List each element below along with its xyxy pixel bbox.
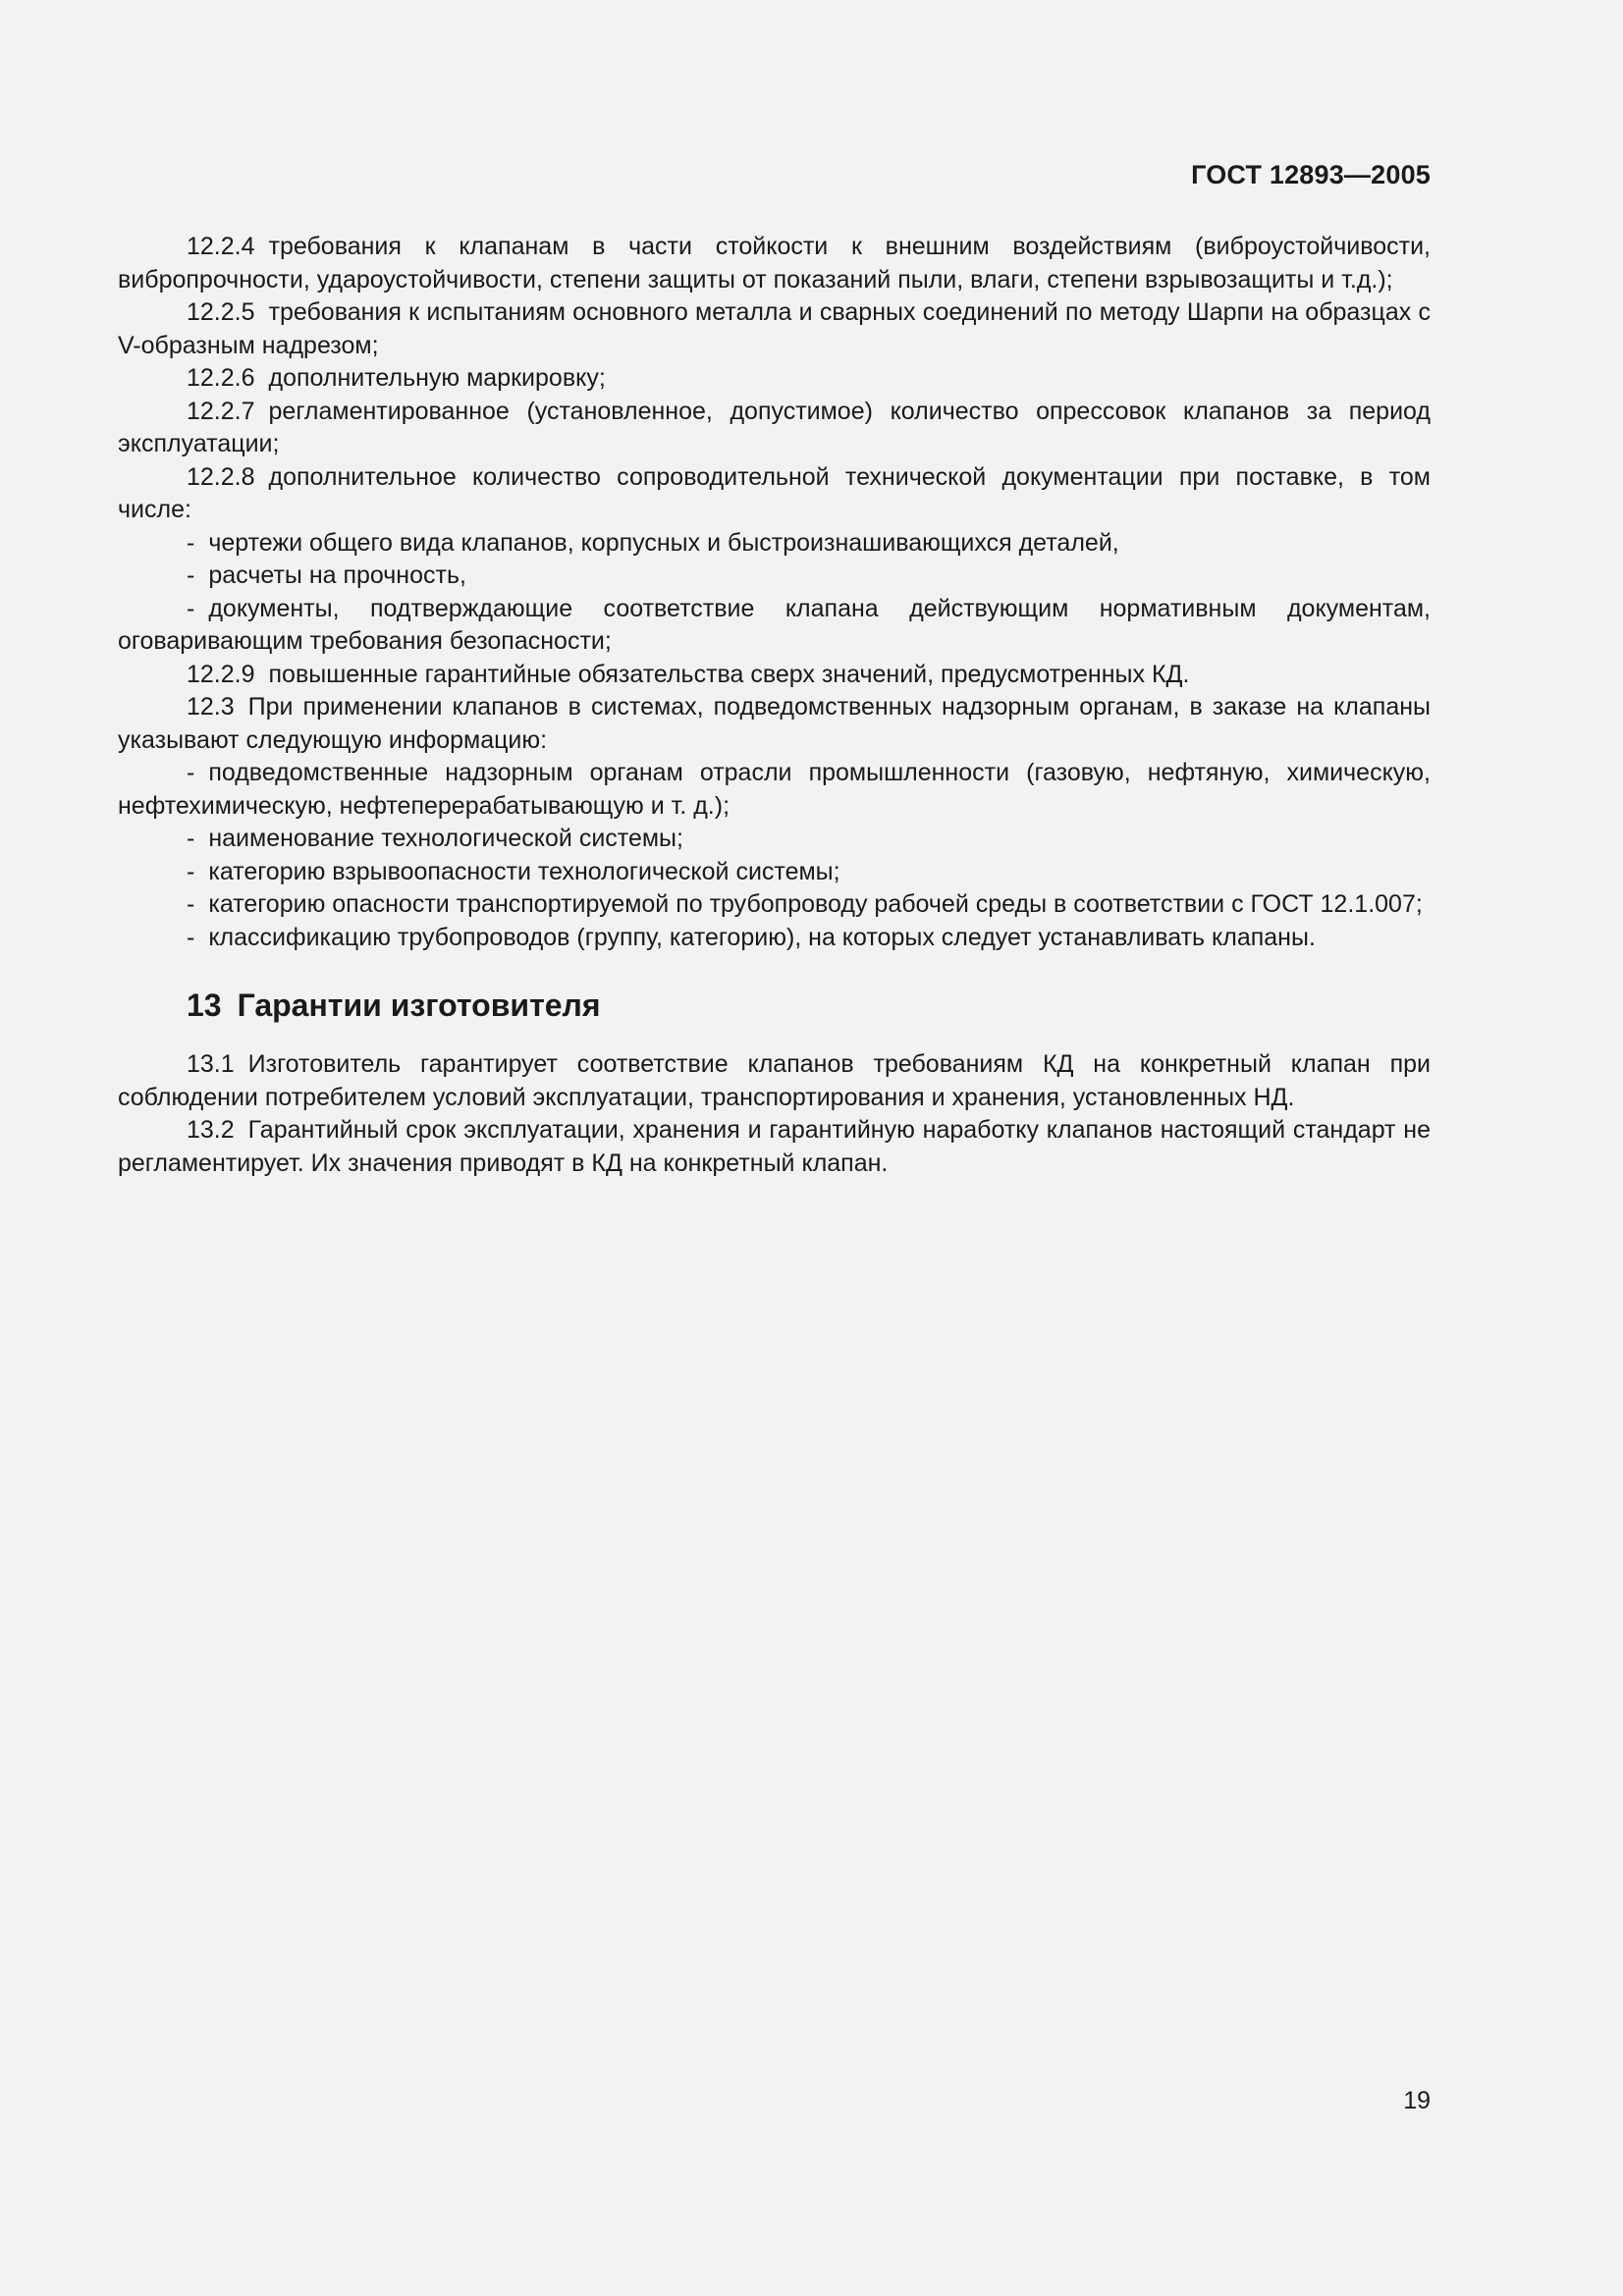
document-body xyxy=(118,231,1431,1180)
clause-number: 12.2.8 xyxy=(187,462,255,491)
list-item: - категорию опасности транспортируемой по трубопроводу рабочей среды в соответствии с ГОСТ 12.1.007; xyxy=(118,888,1431,922)
clause-12-2-6 xyxy=(118,362,1431,396)
clause-13-2 xyxy=(118,1114,1431,1180)
clause-number: 13.1 xyxy=(187,1050,235,1078)
clause-number: 12.2.4 xyxy=(187,233,255,260)
clause-number: 12.2.6 xyxy=(187,364,255,392)
list-item: - подведомственные надзорным органам отрасли промышленности (газовую, нефтяную, химическую, нефтехимическую, нефтеперерабатывающую и т. д.); xyxy=(118,757,1431,823)
clause-number: 12.2.7 xyxy=(187,397,255,425)
clause-12-2-8 xyxy=(118,461,1431,527)
list-item: - документы, подтверждающие соответствие клапана действующим нормативным документам, оговаривающим требования безопасности; xyxy=(118,593,1431,659)
section-heading xyxy=(187,986,1431,1025)
clause-text: Гарантийный срок эксплуатации, хранения и гарантийную наработку клапанов настоящий стандарт не регламентирует. Их значения приводят в КД на конкретный клапан. xyxy=(118,1116,1431,1177)
clause-12-2-9 xyxy=(118,659,1431,692)
clause-text: регламентированное (установленное, допустимое) количество опрессовок клапанов за период эксплуатации; xyxy=(118,397,1431,457)
section-number: 13 xyxy=(187,988,222,1023)
list-item: - чертежи общего вида клапанов, корпусных и быстроизнашивающихся деталей, xyxy=(118,527,1431,561)
clause-text: При применении клапанов в системах, подведомственных надзорным органам, в заказе на клапаны указывают следующую информацию: xyxy=(118,693,1431,754)
clause-number: 13.2 xyxy=(187,1116,235,1144)
clause-12-2-5 xyxy=(118,296,1431,362)
clause-13-1 xyxy=(118,1048,1431,1114)
clause-text: требования к клапанам в части стойкости к внешним воздействиям (виброустойчивости, вибропрочности, удароустойчивости, степени защиты от показаний пыли, влаги, степени взрывозащиты и т.д.); xyxy=(118,233,1431,294)
list-item: - категорию взрывоопасности технологической системы; xyxy=(118,856,1431,889)
clause-text: требования к испытаниям основного металла и сварных соединений по методу Шарпи на образцах с V-образным надрезом; xyxy=(118,298,1431,359)
section-title: Гарантии изготовителя xyxy=(237,988,601,1023)
page-number: 19 xyxy=(1403,2087,1431,2114)
clause-text: Изготовитель гарантирует соответствие клапанов требованиям КД на конкретный клапан при соблюдении потребителем условий эксплуатации, транспортирования и хранения, установленных НД. xyxy=(118,1050,1431,1111)
clause-12-2-7 xyxy=(118,396,1431,461)
clause-text: дополнительное количество сопроводительной технической документации при поставке, в том числе: xyxy=(118,462,1431,523)
clause-number: 12.2.9 xyxy=(187,660,255,688)
list-item: - расчеты на прочность, xyxy=(118,560,1431,593)
list-item: - классификацию трубопроводов (группу, категорию), на которых следует устанавливать клапаны. xyxy=(118,922,1431,955)
clause-text: повышенные гарантийные обязательства сверх значений, предусмотренных КД. xyxy=(268,660,1190,688)
document-id-header: ГОСТ 12893—2005 xyxy=(1191,160,1431,189)
list-item: - наименование технологической системы; xyxy=(118,823,1431,856)
clause-text: дополнительную маркировку; xyxy=(268,364,606,392)
clause-number: 12.2.5 xyxy=(187,298,255,326)
clause-number: 12.3 xyxy=(187,693,235,721)
clause-12-2-4 xyxy=(118,231,1431,296)
clause-12-3 xyxy=(118,691,1431,757)
